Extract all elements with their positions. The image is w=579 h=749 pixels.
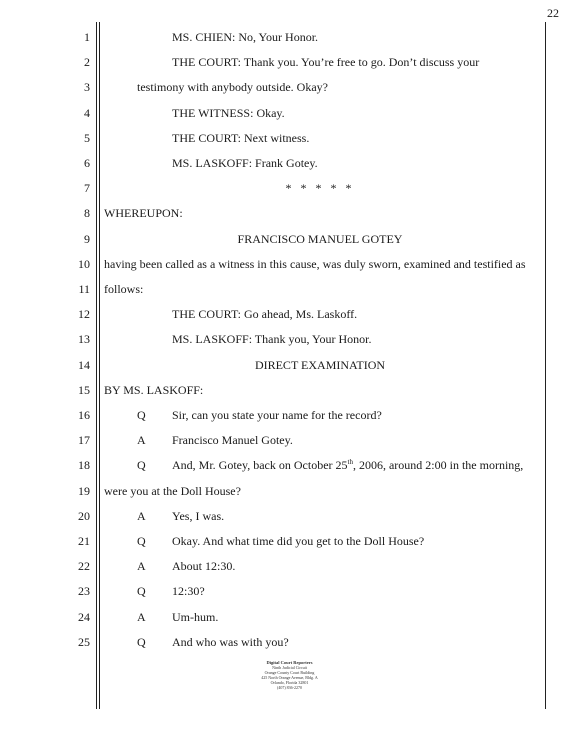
qa-text: Sir, can you state your name for the record? [172, 408, 382, 422]
qa-label: Q [137, 634, 146, 649]
transcript-line [0, 580, 579, 600]
line-number: 17 [78, 433, 90, 448]
line-number: 22 [78, 559, 90, 574]
transcript-line [0, 202, 579, 222]
qa-label: Q [137, 534, 146, 548]
line-number: 12 [78, 307, 90, 322]
qa-text: And who was with you? [172, 634, 289, 649]
footer-line: Orlando, Florida 32801 [270, 680, 309, 685]
qa-label: A [137, 433, 146, 448]
line-text: WHEREUPON: [104, 206, 183, 221]
transcript-line [0, 354, 579, 374]
qa-text: Francisco Manuel Gotey. [172, 433, 293, 448]
qa-label: A [137, 559, 146, 574]
line-text: MS. CHIEN: No, Your Honor. [172, 30, 319, 44]
transcript-line [0, 505, 579, 525]
line-number: 14 [78, 357, 90, 372]
footer-line: Ninth Judicial Circuit [272, 665, 307, 670]
line-number: 15 [78, 382, 90, 397]
transcript-line [0, 102, 579, 122]
line-number: 4 [84, 105, 90, 120]
line-text: follows: [104, 282, 144, 296]
transcript-line [0, 429, 579, 449]
line-number: 10 [78, 256, 90, 271]
transcript-line [0, 127, 579, 147]
transcript-line [0, 480, 579, 500]
line-text: DIRECT EXAMINATION [254, 357, 386, 372]
transcript-line [0, 379, 579, 399]
qa-text: Um-hum. [172, 609, 219, 624]
line-text: THE COURT: Go ahead, Ms. Laskoff. [172, 307, 358, 322]
line-text: were you at the Doll House? [104, 483, 241, 498]
transcript-line [0, 278, 579, 298]
qa-text: About 12:30. [172, 559, 236, 574]
line-text: MS. LASKOFF: Thank you, Your Honor. [172, 332, 372, 347]
transcript-line [0, 454, 579, 474]
footer-line: 425 North Orange Avenue, Bldg. A [261, 675, 318, 680]
transcript-line [0, 152, 579, 172]
transcript-line [0, 530, 579, 550]
line-number: 2 [84, 55, 90, 70]
line-number: 21 [78, 534, 90, 548]
line-text: * * * * * [285, 181, 355, 196]
line-number: 7 [84, 181, 90, 196]
line-number: 19 [78, 483, 90, 498]
transcript-line [0, 404, 579, 424]
qa-label: Q [137, 408, 146, 422]
line-number: 18 [78, 458, 90, 473]
qa-text: Okay. And what time did you get to the Doll House? [172, 534, 425, 548]
transcript-line [0, 303, 579, 323]
line-number: 1 [84, 30, 90, 44]
line-number: 6 [84, 156, 90, 170]
transcript-line [0, 328, 579, 348]
footer-title: Digital Court Reporters [266, 660, 313, 665]
transcript-line [0, 631, 579, 651]
transcript-line [0, 228, 579, 248]
line-text: having been called as a witness in this cause, was duly sworn, examined and testified as [104, 256, 526, 271]
line-text: MS. LASKOFF: Frank Gotey. [172, 156, 318, 170]
line-number: 20 [78, 508, 90, 523]
line-number: 16 [78, 408, 90, 422]
qa-text: And, Mr. Gotey, back on October 25th, 2006, around 2:00 in the morning, [172, 458, 524, 473]
line-number: 9 [84, 231, 90, 246]
transcript-line [0, 177, 579, 197]
transcript-line [0, 253, 579, 273]
line-number: 23 [78, 584, 90, 599]
line-number: 11 [78, 282, 90, 296]
qa-text: 12:30? [172, 584, 205, 599]
qa-text: Yes, I was. [172, 508, 225, 523]
footer-line: (407) 836-2270 [277, 685, 302, 690]
transcript-line [0, 76, 579, 96]
line-number: 24 [78, 609, 90, 624]
court-reporter-footer [0, 660, 579, 690]
line-text: testimony with anybody outside. Okay? [137, 80, 328, 95]
qa-label: A [137, 609, 146, 624]
line-text: THE COURT: Next witness. [172, 130, 310, 145]
qa-label: Q [137, 458, 146, 473]
line-text: BY MS. LASKOFF: [104, 382, 204, 397]
line-text: FRANCISCO MANUEL GOTEY [237, 231, 403, 246]
line-number: 8 [84, 206, 90, 221]
qa-label: A [137, 508, 146, 523]
transcript-line [0, 26, 579, 46]
line-number: 3 [84, 80, 90, 95]
page-number: 22 [547, 6, 559, 20]
qa-label: Q [137, 584, 146, 599]
transcript-line [0, 51, 579, 71]
line-text: THE COURT: Thank you. You’re free to go. Don’t discuss your [172, 55, 480, 70]
transcript-line [0, 555, 579, 575]
line-number: 13 [78, 332, 90, 347]
line-number: 25 [78, 634, 90, 649]
footer-line: Orange County Court Building [264, 670, 315, 675]
transcript-line [0, 606, 579, 626]
line-number: 5 [84, 130, 90, 145]
line-text: THE WITNESS: Okay. [172, 105, 285, 120]
